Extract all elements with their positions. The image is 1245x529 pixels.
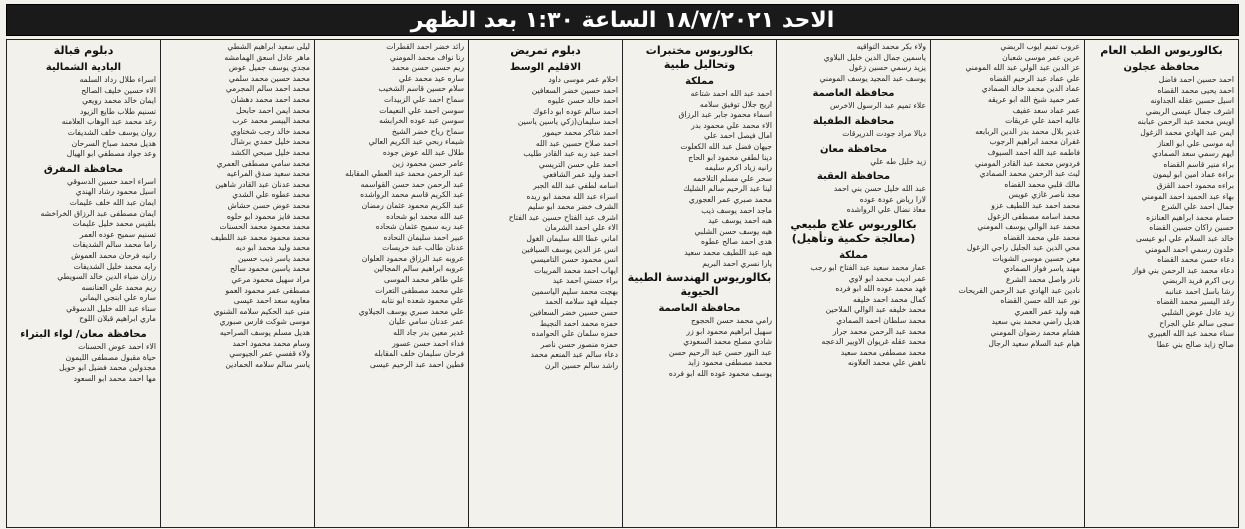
candidate-name: محمد خليفه عبد الوالي الملاحين <box>825 305 926 315</box>
candidate-name: محمد عدنان عبد القادر شاهين <box>215 179 310 189</box>
candidate-name: محمد عبد الرحمن محمد جرار <box>832 326 926 336</box>
candidate-name: محمد سامي مصطفى العمري <box>216 158 310 168</box>
candidate-name: مجد ناصر غازي عويس <box>1008 190 1080 200</box>
candidate-name: علي طاهر محمد الموسى <box>384 275 464 285</box>
candidate-name: علي محمد صبري يوسف الجيلاوي <box>358 306 464 316</box>
candidate-name: دعاء حسن محمد القضاه <box>1157 255 1234 265</box>
candidate-name: هبه وليد عمر العمري <box>1014 306 1080 316</box>
candidate-name: ولاء قفسي عمر الجيوسي <box>229 349 310 359</box>
candidate-name: محمد احمد سالم المجرمي <box>225 84 310 94</box>
candidate-name: سجى سالم علي الجراح <box>1159 318 1234 328</box>
candidate-name: احمد صلاح حسين عبد الله <box>535 138 618 148</box>
candidate-name: احمد وليد عمر الشافعي <box>543 170 618 180</box>
candidate-name: خالد عبد السلام علي ابو عيسى <box>1135 233 1234 243</box>
candidate-name: الاء حسين خليف الصالح <box>81 85 156 95</box>
candidate-name: احمد يحيى محمد القضاه <box>1157 85 1234 95</box>
region-heading: محافظة المفرق <box>43 163 124 175</box>
candidate-name: محمد محمود محمد الحسنات <box>219 222 310 232</box>
candidate-name: فداء احمد حسن عسور <box>392 338 464 348</box>
candidate-name: معن حسين موسى الشويات <box>992 253 1080 263</box>
candidate-name: محمد محمود محمد عبد اللطيف <box>210 232 310 242</box>
candidate-name: محمد احمد عبد اللطيف عزو <box>991 200 1080 210</box>
candidate-name: جمال احمد علي الشرع <box>1161 202 1234 212</box>
candidate-name: ولاء بكر محمد التواقيه <box>856 42 926 51</box>
candidate-name: عمر اديب محمد ابو لاوي <box>848 273 926 283</box>
candidate-name: سماح احمد علي الزبيدات <box>383 94 464 104</box>
candidate-name: حياة مقبول مصطفى الليمون <box>65 352 156 362</box>
candidate-name: مصطفى عمر محمود العمو <box>225 285 310 295</box>
candidate-name: براء منير قاسم القضاه <box>1163 159 1234 169</box>
date-banner: الاحد ١٨/٧/٢٠٢١ الساعة ١:٣٠ بعد الظهر <box>6 4 1239 36</box>
candidate-name: يوسف محمود عوده الله ابو فرده <box>668 369 772 379</box>
candidate-name: ديالا مراد جودت الدريرقات <box>842 128 926 138</box>
candidate-name: الشرف خضر محمد ابو سليم <box>527 202 618 212</box>
candidate-name: منى عبد الحكيم سلامه الشنوي <box>213 306 310 316</box>
candidate-name: هشام محمد رضوان المومني <box>990 328 1080 338</box>
candidate-name: هديل محمد صباح السرحان <box>71 138 156 148</box>
candidate-name: زيد خليل طه علي <box>870 156 926 166</box>
candidate-name: محمد خليل حمدي برشال <box>230 137 310 147</box>
candidate-name: عماد الدين محمد خالد الصمادي <box>981 84 1080 94</box>
candidate-name: غفران محمد ابراهيم الرجوب <box>989 137 1080 147</box>
candidate-name: غدير بلال محمد بدر الدين الربابعه <box>975 126 1080 136</box>
candidate-name: عروبه عبد الرزاق محمود العلوان <box>361 253 464 263</box>
candidate-name: محمد خليل صبحي الكشد <box>230 147 310 157</box>
candidate-name: الاء علي احمد الشرمان <box>544 223 618 233</box>
candidate-name: هبه احمد يوسف عيد <box>708 216 772 226</box>
candidate-name: عبد الله خليل حسن بني احمد <box>833 184 926 194</box>
candidate-name: ياسر سالم سلامه الحمادين <box>225 359 310 369</box>
region-heading: محافظة العاصمة <box>812 88 895 100</box>
program-heading: دبلوم تمريض <box>510 44 581 57</box>
candidate-name: فاطمه عبد الله احمد السيوف <box>987 147 1080 157</box>
candidate-name: هدى احمد صالح عطوه <box>701 237 772 247</box>
candidate-name: رانيه فرحان محمد العموش <box>71 250 156 260</box>
candidate-name: ماري ابراهيم قبلان اللوح <box>79 314 156 324</box>
candidate-name: محمد الييسر محمد عرب <box>232 116 310 126</box>
candidate-name: شادي مصلح محمد السعودي <box>683 337 772 347</box>
candidate-name: رامي محمد حسن الحجوج <box>690 316 772 326</box>
candidate-name: اسيل حسين عقله الجداونه <box>1150 96 1234 106</box>
candidate-name: رغد محمد عبد الوهاب العلامنه <box>61 117 156 127</box>
candidate-name: سوسن احمد علي النعيمات <box>379 105 464 115</box>
region-heading: الاقليم الوسط <box>510 62 581 73</box>
candidate-name: حسام محمد ابراهيم العنانزه <box>1146 212 1234 222</box>
candidate-name: ايه موسى علي ابو العناز <box>1157 138 1234 148</box>
candidate-name: انس عز الدين يوسف السيافين <box>521 244 618 254</box>
program-heading: بكالوريوس مختبرات وتحاليل طبية <box>645 44 754 71</box>
candidate-name: ريم محمد علي العنانسه <box>81 282 156 292</box>
candidate-name: يوسف عبد المجيد يوسف المومني <box>819 73 926 83</box>
candidate-name: نادر واصل محمد الشرع <box>1006 275 1080 285</box>
candidate-name: عروب تميم ايوب الربضي <box>1000 42 1080 51</box>
candidate-name: عمر حميد شيخ الله ابو عريقه <box>987 94 1080 104</box>
candidate-name: معاذ نضال علي الرواشده <box>846 205 926 215</box>
region-heading: محافظة الطفيلة <box>812 115 895 127</box>
candidate-name: سناء محمد عبد الله الغبيري <box>1147 329 1234 339</box>
candidate-name: وعد جواد مصطفي ابو الهيال <box>66 149 156 159</box>
candidate-name: محمد حسين محمد سلمي <box>228 73 310 83</box>
candidate-name: رايه محمد خليل الشديفات <box>73 261 156 271</box>
candidate-name: محمد علي محمد القضاه <box>1003 232 1080 242</box>
candidate-name: محمد ياسين محمود سالح <box>229 264 310 274</box>
candidate-name: راشد سالم حسين الرن <box>544 361 618 371</box>
candidate-name: علي محمود شعده ابو نتابه <box>381 296 464 306</box>
candidate-name: محمد صبري عمر العجوري <box>688 194 772 204</box>
candidate-name: محمد اسامه مصطفى الزغول <box>987 211 1080 221</box>
region-heading: محافظة عجلون <box>1123 62 1200 73</box>
candidate-name: علاء تميم عبد الرسول الاخرس <box>830 101 926 111</box>
candidate-name: عمر عماد سعد عفيف <box>1012 105 1080 115</box>
candidate-name: عبد ربه سميح عثمان شحاده <box>375 222 464 232</box>
candidate-name: رنا نواف محمد المومني <box>389 52 464 62</box>
candidate-name: بلقيس محمد خليل عليمات <box>72 219 156 229</box>
candidate-name: ليلى سعيد ابراهيم الشطي <box>227 42 310 51</box>
candidate-name: رانيه زياد اكرم سليمه <box>704 163 772 173</box>
candidate-name: عبد الله محمد ابو شحاده <box>386 211 464 221</box>
candidate-name: عدنان طالب عبد خريسات <box>382 243 464 253</box>
program-heading: دبلوم قبالة <box>53 44 114 57</box>
candidate-name: محمد عبد الوالي يوسف المومني <box>977 222 1080 232</box>
region-heading: محافظة معان/ لواء البتراء <box>20 329 147 341</box>
candidate-name: ماجد احمد يوسف ذيب <box>701 205 772 215</box>
candidate-name: الاء محمد علي محمود بدر <box>691 120 772 130</box>
candidate-name: حمزه محمد احمد النجيط <box>539 318 618 328</box>
candidate-name: اسراء طلال رداد السلمه <box>79 75 156 84</box>
candidate-name: ريم حسين حسن محمد <box>391 63 464 73</box>
candidate-name: محمد سلطان احمد الصمادي <box>836 315 926 325</box>
candidate-name: عبير احمد سليمان النحاده <box>383 232 464 242</box>
candidate-name: غدير معين بدر جاد الله <box>393 328 464 338</box>
candidate-name: دعاء محمد عبد الرحمن بني فواز <box>1132 265 1234 275</box>
candidate-name: طلال عبد الله عوض جوده <box>382 147 464 157</box>
candidate-name: محمد عقله غريوان الاويير الدعجه <box>821 337 926 347</box>
candidate-name: اشرف عبد الفتاح حسين عبد الفتاح <box>508 212 618 222</box>
candidate-name: لينا عبد الرحيم سالم الشليك <box>683 184 772 194</box>
candidate-name: مهند ياسر فواز الصمادي <box>1003 264 1080 274</box>
candidate-name: اسراء احمد حسين الدسوقي <box>67 176 156 186</box>
candidate-name: مراد سهيل محمود مرعي <box>231 275 310 285</box>
candidate-name: محمد مصطفى محمد سعيد <box>840 347 926 357</box>
candidate-name: هديل راضي محمد بني سعيد <box>991 317 1080 327</box>
candidate-name: مالك قلبي محمد القضاه <box>1004 179 1080 189</box>
candidate-name: معاويه سعد احمد عيسى <box>233 296 310 306</box>
candidate-name: لارا رياض عودة عوده <box>859 194 926 204</box>
candidate-name: ناهض علي محمد العلاونه <box>847 358 926 368</box>
listing-column <box>930 40 1084 527</box>
candidate-name: محمد ياسر ذيب حسين <box>237 253 310 263</box>
candidate-name: عز الدين عبد الولي عبد الله المومني <box>965 63 1080 73</box>
candidate-name: هيه عبد اللطيف محمد سعيد <box>684 247 772 257</box>
listing-column <box>468 40 622 527</box>
candidate-name: عبد الكريم محمود عثمان رمضان <box>361 200 464 210</box>
candidate-name: دعاء سالم عبد المنعم محمد <box>530 350 618 360</box>
candidate-name: اسراء عبد الله محمد ابو ريده <box>526 191 618 201</box>
region-heading: البادية الشمالية <box>45 62 122 73</box>
candidate-name: محمد وليد محمد ابو ديه <box>235 243 310 253</box>
candidate-name: علي محمد مصطفى التعرات <box>375 285 464 295</box>
candidate-name: ايمن عبد الهادي محمد الزغول <box>1140 127 1234 137</box>
candidate-name: ماهر عادل اسعق الهمامشه <box>224 52 310 62</box>
listing-column <box>1084 40 1238 527</box>
candidate-name: موسى شوكت فارس صبوري <box>219 317 310 327</box>
candidate-name: عمر عدنان سامي عليان <box>388 317 464 327</box>
candidate-name: عمار محمد سعيد عبد الفتاح ابو رجب <box>810 262 926 272</box>
candidate-name: ياسمين جمال الدين خليل البلاوي <box>823 52 926 62</box>
candidate-name: عروبه ابراهيم سالم المجالين <box>373 264 464 274</box>
candidate-name: رزان ضياء الدين خالد السويطي <box>57 272 156 282</box>
listing-column <box>160 40 314 527</box>
program-heading: بكالوريوس الطب العام <box>1100 44 1223 57</box>
candidate-name: تسنيم سميح عوده العمر <box>79 229 156 239</box>
candidate-name: براءه محمود احمد القزق <box>1156 180 1234 190</box>
candidate-name: ايهاب احمد محمد المريبات <box>534 265 618 275</box>
candidate-name: فرحان سليمان خلف المقابله <box>374 349 464 359</box>
candidate-name: فردوس محمد عبد القادر المومني <box>975 158 1080 168</box>
candidate-name: محمد فايز محمود ابو حلوه <box>226 211 310 221</box>
candidate-name: بهاء عبد الحميد احمد المومني <box>1141 191 1234 201</box>
candidate-name: كمال محمد احمد خليفه <box>852 294 926 304</box>
candidate-name: صالح زايد صالح بني عطا <box>1156 339 1234 349</box>
candidate-name: حسن حسين خضر السعافين <box>529 308 618 318</box>
listing-column <box>314 40 468 527</box>
candidate-name: ايمان مصطفى عبد الرزاق الخراخشه <box>40 208 156 218</box>
candidate-name: سحر علي مسلم التلاحمه <box>693 173 772 183</box>
candidate-name: احمد سالم عوده ابو داعوك <box>532 106 618 116</box>
listing-columns <box>6 39 1239 528</box>
candidate-name: اماني عطا الله سليمان الغول <box>526 233 618 243</box>
candidate-name: راما محمد سالم الشديفات <box>72 240 156 250</box>
candidate-name: سوسن عبد عوده الخرابشه <box>379 116 464 126</box>
candidate-name: دينا لطفي محمود ابو الحاج <box>688 152 772 162</box>
candidate-name: سهيل ابراهيم محمود ابو زر <box>686 326 772 336</box>
candidate-name: براء حسني احمد عيد <box>552 276 618 286</box>
candidate-name: شيماء ربحي عبد الكريم العالي <box>368 137 464 147</box>
region-heading: محافظة معان <box>819 143 888 155</box>
candidate-name: زيد عادل عوض الشلبي <box>1161 308 1234 318</box>
candidate-name: مجدولين محمد فضيل ابو حويل <box>59 363 156 373</box>
candidate-name: سناء عبد الله خليل الدسوقي <box>66 303 156 313</box>
candidate-name: رغد اليسير محمد القضاه <box>1156 297 1234 307</box>
region-heading: محافظة العاصمة <box>658 303 741 315</box>
region-heading: محافظة العقبة <box>816 171 891 183</box>
candidate-name: نور عبد الله حسن القضاه <box>1000 296 1080 306</box>
candidate-name: محمد ايمن احمد حابحل <box>236 105 310 115</box>
candidate-name: روان يوسف خلف الشديفات <box>67 127 156 137</box>
candidate-name: هديل مسلم يوسف الصراحيه <box>219 328 310 338</box>
candidate-name: احمد خالد حسن عليوه <box>547 96 618 106</box>
candidate-name: براءة عماد امين ابو ليمون <box>1152 170 1234 180</box>
listing-column <box>7 40 160 527</box>
candidate-name: اريج جلال توفيق سلامه <box>699 99 772 109</box>
candidate-name: يزيد رسمي حسين زغول <box>848 63 926 73</box>
candidate-name: علي عماد عبد الرحيم القضاه <box>989 73 1080 83</box>
candidate-name: اويس محمد عبد الرحمن عبابنه <box>1137 117 1234 127</box>
candidate-name: ليث عبد الرحمن محمد الصمادي <box>979 169 1080 179</box>
program-heading: بكالوريوس علاج طبيعي (معالجة حكمية وتأهيل) <box>790 217 917 245</box>
candidate-name: احمد سليمان(زكي ياسين ياسين <box>517 117 618 127</box>
candidate-name: ربى اكرم فريد الربضي <box>1162 276 1234 286</box>
candidate-name: احلام عمر موسى داود <box>548 75 618 84</box>
candidate-name: جيهان فضل عبد الله الكعلوت <box>680 141 772 151</box>
candidate-name: سماح رياح خضر الشيخ <box>391 126 464 136</box>
candidate-name: يارا نسري احمد البريم <box>702 258 772 268</box>
candidate-name: احمد عبد الله احمد شتاعه <box>690 89 772 98</box>
candidate-name: خلدون رسمي احمد المومني <box>1144 244 1234 254</box>
candidate-name: عامر حسن محمود زين <box>392 158 464 168</box>
candidate-name: عبد الرحمن محمد عبد العطي المقابله <box>345 169 464 179</box>
candidate-name: عبد النور حسن عبد الرحيم حسن <box>668 347 772 357</box>
candidate-name: حمزه سلمان علي الحوامده <box>531 329 618 339</box>
candidate-name: احمد حسين خضر السعافين <box>531 85 618 95</box>
candidate-name: حمزه منصور حسن ناصر <box>540 339 618 349</box>
candidate-name: هيه يوسف حسن الشلبي <box>694 226 772 236</box>
candidate-name: ساره عيد محمد علي <box>398 73 464 83</box>
candidate-name: ساره علي ابنجي اليماني <box>79 293 156 303</box>
program-heading: بكالوريوس الهندسة الطبية الحيوية <box>627 271 772 299</box>
candidate-name: احمد شاكر محمد حيمور <box>542 127 618 137</box>
candidate-name: مها احمد محمد ابو السعود <box>73 373 156 383</box>
candidate-name: ايهم رسمي سعد الصمادي <box>1152 149 1234 159</box>
listing-column <box>622 40 776 527</box>
candidate-name: وسام محمد محمود احمد <box>232 338 310 348</box>
region-heading: مملكة <box>839 249 868 261</box>
candidate-name: حسين راكان حسين القضاه <box>1149 223 1234 233</box>
candidate-name: ايمان خالد محمد رويعي <box>82 96 156 106</box>
candidate-name: تسنيم طلاب طايع الزيود <box>79 106 156 116</box>
candidate-name: رائد خضر احمد القطرات <box>386 42 464 51</box>
candidate-name: اسامه لطفي عبد الله الجبر <box>533 180 618 190</box>
candidate-name: جميله فهد سلامه الحمد <box>544 297 618 307</box>
candidate-name: احمد علي حسن التريسي <box>538 159 618 169</box>
candidate-name: انس محمود حسن التاميسي <box>530 255 618 265</box>
candidate-name: رشا باسل احمد عنانبه <box>1165 286 1234 296</box>
candidate-name: عبد الكريم قاسم محمد الرواشده <box>360 190 464 200</box>
candidate-name: محي الدين عبد الجليل راجي الزغول <box>966 243 1080 253</box>
candidate-name: سلام حسين قاسم الشخيب <box>378 84 464 94</box>
candidate-name: مجدي يوسف جميل عوض <box>228 63 310 73</box>
candidate-name: احمد حسين احمد فاضل <box>1158 75 1234 84</box>
candidate-name: فهد محمد عوده الله ابو فرده <box>835 284 926 294</box>
listing-column <box>776 40 930 527</box>
candidate-name: محمد عطوه علي الشدي <box>232 190 310 200</box>
candidate-name: اسماء محمود جابر عبد الرزاق <box>678 110 772 120</box>
candidate-name: فطين احمد عبد الرحيم عيسى <box>369 359 464 369</box>
candidate-name: غاليه احمد علي عريقات <box>1005 116 1080 126</box>
candidate-name: اسيل محمود رشاد الهندي <box>75 187 156 197</box>
region-heading: مملكة <box>685 76 714 87</box>
candidate-name: احمد عبد ربه عبد القادر طليب <box>523 149 618 159</box>
candidate-name: محمد عوض حسن حشاش <box>227 200 310 210</box>
candidate-name: محمد سعيد صدق المراعيه <box>226 169 310 179</box>
candidate-name: الاء احمد عوض الحسنات <box>78 342 156 352</box>
candidate-name: عبد الرحمن حمد حسن القواسمه <box>360 179 464 189</box>
candidate-name: محمد احمد محمد دهشان <box>230 94 310 104</box>
candidate-name: اشرف جمال عيسى الربضي <box>1145 106 1234 116</box>
candidate-name: هيام عبد السلام سعيد الرجال <box>988 338 1080 348</box>
candidate-name: بهجت محمد سليم الياسمين <box>531 286 618 296</box>
candidate-name: نادين عبد الهادي عبد الرحمن الفريحات <box>958 285 1080 295</box>
candidate-name: عرين عمر موسى شعبان <box>1002 52 1080 62</box>
candidate-name: ايمان عبد الله خلف عليمات <box>69 197 156 207</box>
candidate-name: امال فيصل احمد علي <box>703 131 772 141</box>
candidate-name: محمد مصطفى محمود زايد <box>687 358 772 368</box>
candidate-name: محمد خالد رجب شختاوي <box>230 126 310 136</box>
